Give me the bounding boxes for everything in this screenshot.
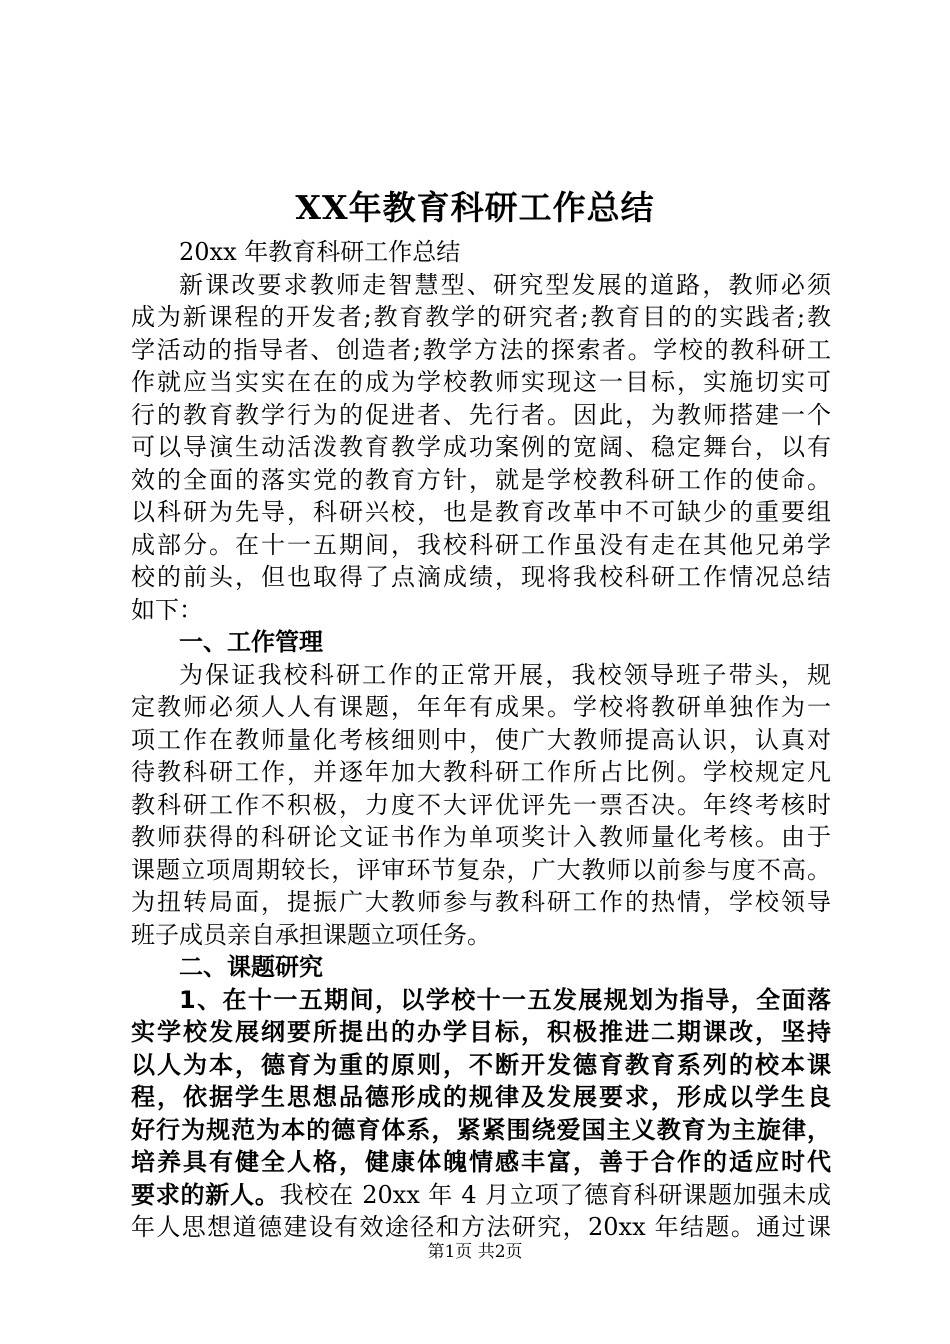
text-line: 课题立项周期较长，评审环节复杂，广大教师以前参与度不高。 [131, 855, 831, 884]
text-line: 如下： [131, 595, 203, 624]
text-line: 作就应当实实在在的成为学校教师实现这一目标，实施切实可 [131, 368, 831, 396]
document-title: XX年教育科研工作总结 [295, 188, 655, 227]
text-line: 年人思想道德建设有效途径和方法研究，20xx 年结题。通过课 [131, 1213, 831, 1241]
text-line: 成部分。在十一五期间，我校科研工作虽没有走在其他兄弟学 [131, 530, 831, 559]
text-line: 为扭转局面，提振广大教师参与教科研工作的热情，学校领导 [131, 888, 831, 916]
text-line: 校的前头，但也取得了点滴成绩，现将我校科研工作情况总结 [131, 563, 831, 591]
text-line-normal-part: 我校在 20xx 年 4 月立项了德育科研课题加强未成 [279, 1180, 831, 1209]
text-line: 1、在十一五期间，以学校十一五发展规划为指导，全面落 [179, 985, 831, 1014]
text-line: 定教师必须人人有课题，年年有成果。学校将教研单独作为一 [131, 693, 831, 721]
text-line: 教师获得的科研论文证书作为单项奖计入教师量化考核。由于 [131, 823, 831, 851]
text-line: 培养具有健全人格，健康体魄情感丰富，善于合作的适应时代 [131, 1148, 831, 1176]
text-line: 新课改要求教师走智慧型、研究型发展的道路，教师必须 [179, 270, 831, 299]
text-line: 程，依据学生思想品德形成的规律及发展要求，形成以学生良 [131, 1083, 831, 1111]
text-line [131, 1179, 831, 1212]
text-line-bold-part: 要求的新人。 [131, 1180, 280, 1209]
document-body [131, 236, 831, 1244]
text-line: 班子成员亲自承担课题立项任务。 [131, 920, 491, 949]
section-heading: 二、课题研究 [179, 953, 323, 981]
page-footer: 第1页 共2页 [427, 1242, 523, 1262]
text-line: 为保证我校科研工作的正常开展，我校领导班子带头，规 [179, 660, 831, 689]
text-line: 好行为规范为本的德育体系，紧紧围绕爱国主义教育为主旋律， [131, 1115, 831, 1144]
text-line: 实学校发展纲要所提出的办学目标，积极推进二期课改，坚持 [131, 1018, 831, 1046]
text-line: 以人为本，德育为重的原则，不断开发德育教育系列的校本课 [131, 1050, 831, 1079]
text-line: 成为新课程的开发者;教育教学的研究者;教育目的的实践者;教 [131, 303, 831, 331]
text-line: 可以导演生动活泼教育教学成功案例的宽阔、稳定舞台，以有 [131, 433, 831, 461]
text-line: 教科研工作不积极，力度不大评优评先一票否决。年终考核时 [131, 790, 831, 819]
text-line: 待教科研工作，并逐年加大教科研工作所占比例。学校规定凡 [131, 758, 831, 786]
text-line: 项工作在教师量化考核细则中，使广大教师提高认识，认真对 [131, 725, 831, 754]
text-line: 行的教育教学行为的促进者、先行者。因此，为教师搭建一个 [131, 400, 831, 429]
section-heading: 一、工作管理 [179, 628, 323, 656]
text-line: 效的全面的落实党的教育方针，就是学校教科研工作的使命。 [131, 465, 831, 494]
text-line: 20xx 年教育科研工作总结 [179, 238, 461, 266]
text-line: 学活动的指导者、创造者;教学方法的探索者。学校的教科研工 [131, 335, 831, 364]
text-line: 以科研为先导，科研兴校，也是教育改革中不可缺少的重要组 [131, 498, 831, 526]
